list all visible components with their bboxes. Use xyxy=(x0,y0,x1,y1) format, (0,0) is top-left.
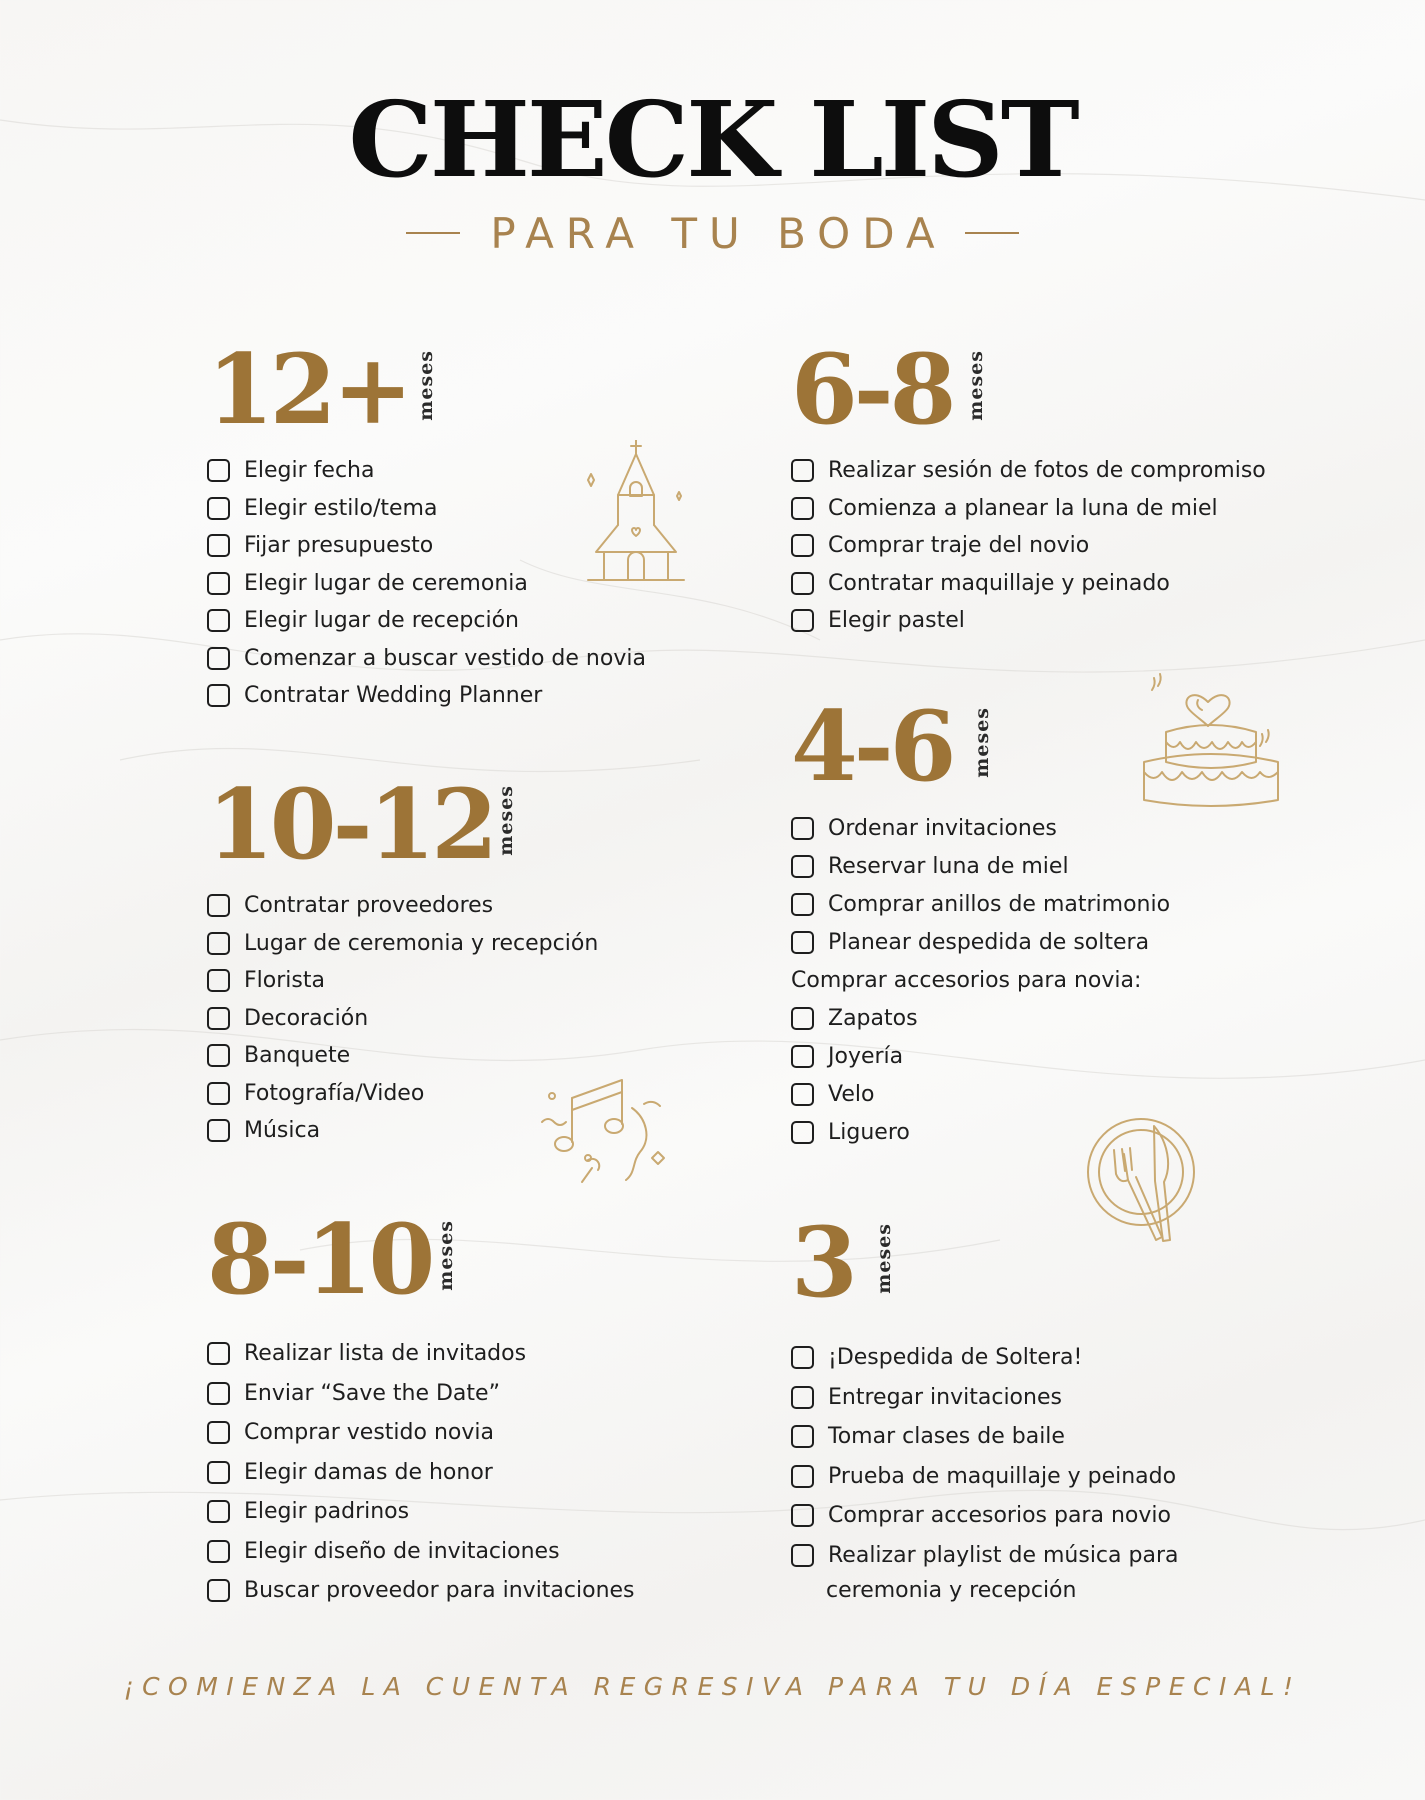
checkbox[interactable] xyxy=(207,1540,230,1563)
checkbox[interactable] xyxy=(791,459,814,482)
checkbox[interactable] xyxy=(207,497,230,520)
checklist-item[interactable] xyxy=(791,602,1266,640)
section-number: 10-12 xyxy=(207,768,495,881)
section-6-8 xyxy=(791,333,1266,640)
checkbox[interactable] xyxy=(791,534,814,557)
subtitle-line-left xyxy=(406,232,460,234)
plate-cutlery-icon xyxy=(1084,1116,1199,1246)
item-label: Liguero xyxy=(828,1119,910,1145)
checklist-item[interactable] xyxy=(207,640,646,678)
item-label: Lugar de ceremonia y recepción xyxy=(244,930,599,956)
section-number: 12+ xyxy=(207,333,410,446)
item-label: Comprar vestido novia xyxy=(244,1420,494,1446)
section-unit: meses xyxy=(965,350,987,421)
checkbox[interactable] xyxy=(207,1119,230,1142)
checklist-item[interactable] xyxy=(791,1496,1178,1536)
checklist-item[interactable] xyxy=(791,527,1266,565)
checkbox[interactable] xyxy=(791,1121,814,1144)
checklist-item[interactable] xyxy=(207,1334,635,1374)
checklist xyxy=(791,809,1170,961)
checkbox[interactable] xyxy=(791,572,814,595)
section-heading xyxy=(791,690,1170,803)
item-label: Contratar maquillaje y peinado xyxy=(828,570,1170,596)
checkbox[interactable] xyxy=(207,1007,230,1030)
footer-message: ¡COMIENZA LA CUENTA REGRESIVA PARA TU DÍA ESPECIAL! xyxy=(123,1672,1302,1701)
checkbox[interactable] xyxy=(791,893,814,916)
checkbox[interactable] xyxy=(791,497,814,520)
checkbox[interactable] xyxy=(791,1045,814,1068)
section-subheading: Comprar accesorios para novia: xyxy=(791,967,1142,993)
checkbox[interactable] xyxy=(791,1386,814,1409)
page-title: CHECK LIST xyxy=(348,78,1077,201)
item-label: Decoración xyxy=(244,1005,369,1031)
item-label: Comprar traje del novio xyxy=(828,533,1090,559)
checkbox[interactable] xyxy=(207,684,230,707)
item-label: Contratar proveedores xyxy=(244,893,494,919)
checkbox[interactable] xyxy=(791,1465,814,1488)
checklist-item[interactable] xyxy=(791,999,1170,1037)
item-label: Realizar sesión de fotos de compromiso xyxy=(828,458,1266,484)
section-unit: meses xyxy=(971,707,993,778)
checklist-item[interactable] xyxy=(791,1037,1170,1075)
checklist xyxy=(791,452,1266,640)
checklist-item[interactable] xyxy=(207,1571,635,1611)
checkbox[interactable] xyxy=(207,459,230,482)
item-label: Banquete xyxy=(244,1043,351,1069)
checkbox[interactable] xyxy=(791,1504,814,1527)
cake-icon xyxy=(1136,660,1286,810)
checkbox[interactable] xyxy=(791,1346,814,1369)
checkbox[interactable] xyxy=(207,1500,230,1523)
checklist-item[interactable] xyxy=(207,1374,635,1414)
checkbox[interactable] xyxy=(207,932,230,955)
checklist-item[interactable] xyxy=(791,1417,1178,1457)
item-label: Ordenar invitaciones xyxy=(828,815,1057,841)
checklist-item[interactable] xyxy=(791,565,1266,603)
item-label: Elegir pastel xyxy=(828,608,965,634)
checkbox[interactable] xyxy=(207,1342,230,1365)
item-label: Fijar presupuesto xyxy=(244,533,434,559)
section-heading xyxy=(791,333,1266,446)
checkbox[interactable] xyxy=(207,534,230,557)
item-label: Elegir fecha xyxy=(244,458,375,484)
checkbox[interactable] xyxy=(791,1007,814,1030)
item-label: Elegir diseño de invitaciones xyxy=(244,1538,560,1564)
item-label: Contratar Wedding Planner xyxy=(244,683,543,709)
checklist-item[interactable] xyxy=(791,1338,1178,1378)
checkbox[interactable] xyxy=(207,1461,230,1484)
checklist-item[interactable] xyxy=(791,923,1170,961)
checkbox[interactable] xyxy=(791,1425,814,1448)
section-3 xyxy=(791,1206,1179,1605)
checkbox[interactable] xyxy=(207,609,230,632)
checkbox[interactable] xyxy=(207,647,230,670)
checkbox[interactable] xyxy=(207,1082,230,1105)
checkbox[interactable] xyxy=(207,969,230,992)
item-label: Elegir lugar de ceremonia xyxy=(244,570,528,596)
item-label: Velo xyxy=(828,1081,875,1107)
item-label: Música xyxy=(244,1118,321,1144)
item-label: Elegir padrinos xyxy=(244,1499,410,1525)
subtitle-row xyxy=(0,208,1425,258)
checklist-item[interactable] xyxy=(207,602,646,640)
section-heading xyxy=(207,333,646,446)
section-unit: meses xyxy=(873,1223,895,1294)
item-label: Fotografía/Video xyxy=(244,1080,425,1106)
section-heading xyxy=(207,768,598,881)
item-label: Elegir damas de honor xyxy=(244,1459,493,1485)
checklist xyxy=(791,1338,1178,1575)
checklist-item[interactable] xyxy=(791,1075,1170,1113)
item-continuation: ceremonia y recepción xyxy=(826,1577,1077,1603)
section-unit: meses xyxy=(415,350,437,421)
checklist-item[interactable] xyxy=(207,887,598,925)
checkbox[interactable] xyxy=(207,1579,230,1602)
checkbox[interactable] xyxy=(207,572,230,595)
section-unit: meses xyxy=(435,1220,457,1291)
item-label: Buscar proveedor para invitaciones xyxy=(244,1578,635,1604)
section-unit: meses xyxy=(495,785,517,856)
checklist-item[interactable] xyxy=(207,1413,635,1453)
checklist-item[interactable] xyxy=(791,1536,1178,1576)
item-label: Comenzar a buscar vestido de novia xyxy=(244,645,646,671)
checkbox[interactable] xyxy=(207,894,230,917)
checklist-item[interactable] xyxy=(791,847,1170,885)
checklist-item[interactable] xyxy=(791,1378,1178,1418)
chapel-icon xyxy=(578,440,693,582)
item-label: Realizar lista de invitados xyxy=(244,1341,527,1367)
item-label: Elegir estilo/tema xyxy=(244,495,438,521)
item-label: Florista xyxy=(244,968,325,994)
item-label: ¡Despedida de Soltera! xyxy=(828,1345,1083,1371)
item-label: Comprar accesorios para novio xyxy=(828,1503,1171,1529)
checklist-item[interactable] xyxy=(207,1492,635,1532)
section-number: 4-6 xyxy=(791,690,953,803)
item-label: Realizar playlist de música para xyxy=(828,1542,1179,1568)
item-label: Prueba de maquillaje y peinado xyxy=(828,1463,1177,1489)
item-label: Zapatos xyxy=(828,1005,918,1031)
checklist-item[interactable] xyxy=(207,962,598,1000)
section-4-6 xyxy=(791,690,1171,1151)
checkbox[interactable] xyxy=(791,855,814,878)
checklist-item[interactable] xyxy=(791,885,1170,923)
section-number: 6-8 xyxy=(791,333,953,446)
checklist-item[interactable] xyxy=(791,490,1266,528)
checklist-item[interactable] xyxy=(791,809,1170,847)
checklist-item[interactable] xyxy=(207,677,646,715)
checklist-item[interactable] xyxy=(207,1453,635,1493)
item-label: Elegir lugar de recepción xyxy=(244,608,519,634)
checkbox[interactable] xyxy=(791,817,814,840)
section-number: 8-10 xyxy=(207,1203,432,1316)
checkbox[interactable] xyxy=(791,1544,814,1567)
item-label: Reservar luna de miel xyxy=(828,853,1069,879)
checklist-item[interactable] xyxy=(207,1000,598,1038)
section-heading xyxy=(207,1203,635,1316)
checklist-item[interactable] xyxy=(791,452,1266,490)
checklist xyxy=(207,1334,635,1611)
checkbox[interactable] xyxy=(207,1382,230,1405)
item-label: Enviar “Save the Date” xyxy=(244,1380,500,1406)
section-8-10 xyxy=(207,1203,635,1611)
checklist-item[interactable] xyxy=(207,1532,635,1572)
subtitle-line-right xyxy=(965,232,1019,234)
section-number: 3 xyxy=(791,1206,854,1319)
item-label: Entregar invitaciones xyxy=(828,1384,1062,1410)
checklist-item[interactable] xyxy=(207,925,598,963)
checklist-item[interactable] xyxy=(791,1457,1178,1497)
music-notes-icon xyxy=(532,1068,672,1190)
page-subtitle: PARA TU BODA xyxy=(490,208,947,258)
item-label: Comprar anillos de matrimonio xyxy=(828,891,1171,917)
item-label: Comienza a planear la luna de miel xyxy=(828,495,1218,521)
checkbox[interactable] xyxy=(207,1421,230,1444)
item-label: Tomar clases de baile xyxy=(828,1424,1065,1450)
item-label: Planear despedida de soltera xyxy=(828,929,1150,955)
item-label: Joyería xyxy=(828,1043,904,1069)
checkbox[interactable] xyxy=(791,1083,814,1106)
checkbox[interactable] xyxy=(207,1044,230,1067)
checkbox[interactable] xyxy=(791,931,814,954)
checkbox[interactable] xyxy=(791,609,814,632)
